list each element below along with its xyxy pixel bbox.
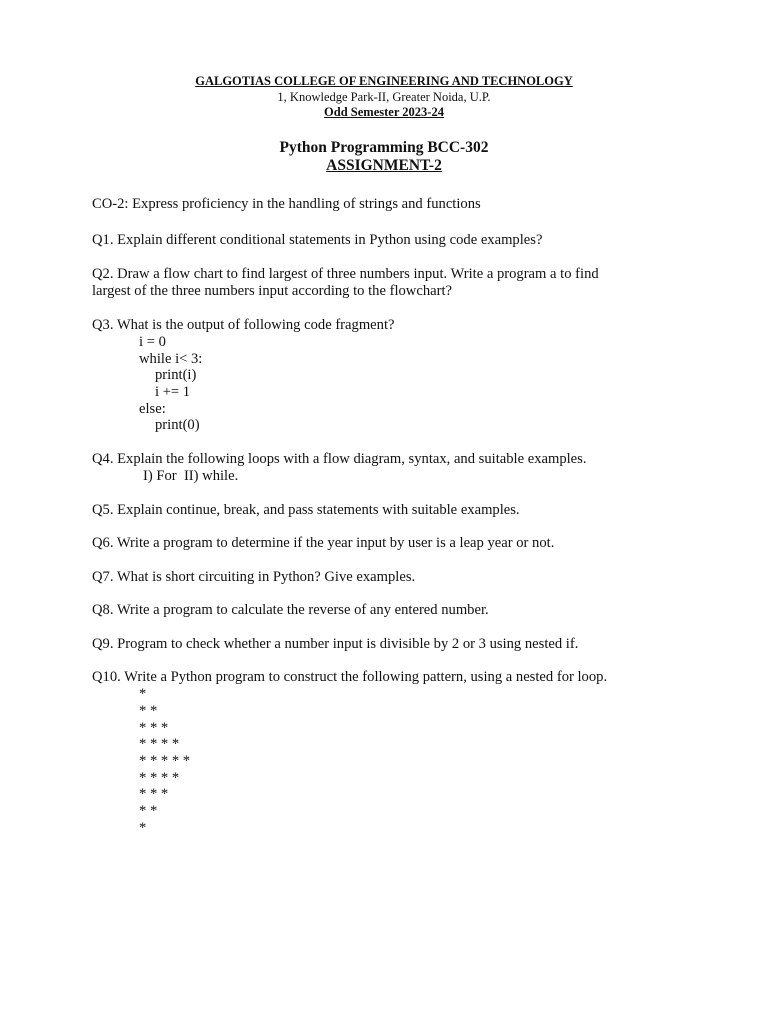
question-9: Q9. Program to check whether a number input is divisible by 2 or 3 using nested if. (92, 636, 579, 652)
pattern-row: * * * * (139, 736, 180, 752)
semester-label: Odd Semester 2023-24 (324, 105, 444, 119)
question-5: Q5. Explain continue, break, and pass statements with suitable examples. (92, 502, 520, 518)
code-line: while i< 3: (139, 351, 203, 367)
pattern-row: * * * * * (139, 753, 191, 769)
question-3: Q3. What is the output of following code fragment? (92, 317, 395, 333)
pattern-row: * * * * (139, 770, 180, 786)
course-outcome: CO-2: Express proficiency in the handling of strings and functions (92, 196, 481, 212)
code-line: print(0) (155, 417, 200, 433)
code-line: i = 0 (139, 334, 166, 350)
pattern-row: * (139, 820, 147, 836)
code-line: print(i) (155, 367, 197, 383)
question-1: Q1. Explain different conditional statements in Python using code examples? (92, 232, 543, 248)
question-8: Q8. Write a program to calculate the reverse of any entered number. (92, 602, 489, 618)
question-2-line-1: Q2. Draw a flow chart to find largest of three numbers input. Write a program a to find (92, 266, 599, 282)
assignment-title: ASSIGNMENT-2 (326, 157, 442, 174)
pattern-row: * * * (139, 786, 169, 802)
institution-name: GALGOTIAS COLLEGE OF ENGINEERING AND TECHNOLOGY (195, 74, 573, 88)
question-4: Q4. Explain the following loops with a flow diagram, syntax, and suitable examples. (92, 451, 587, 467)
pattern-row: * * * (139, 720, 169, 736)
question-2-line-2: largest of the three numbers input according to the flowchart? (92, 283, 452, 299)
code-line: i += 1 (155, 384, 191, 400)
question-7: Q7. What is short circuiting in Python? Give examples. (92, 569, 416, 585)
question-10: Q10. Write a Python program to construct the following pattern, using a nested for loop. (92, 669, 608, 685)
question-6: Q6. Write a program to determine if the year input by user is a leap year or not. (92, 535, 555, 551)
pattern-row: * * (139, 703, 158, 719)
code-line: else: (139, 401, 166, 417)
question-4-subparts: I) For II) while. (143, 468, 239, 484)
pattern-row: * (139, 686, 147, 702)
course-title: Python Programming BCC-302 (279, 139, 489, 156)
institution-address: 1, Knowledge Park-II, Greater Noida, U.P. (277, 90, 491, 104)
pattern-row: * * (139, 803, 158, 819)
